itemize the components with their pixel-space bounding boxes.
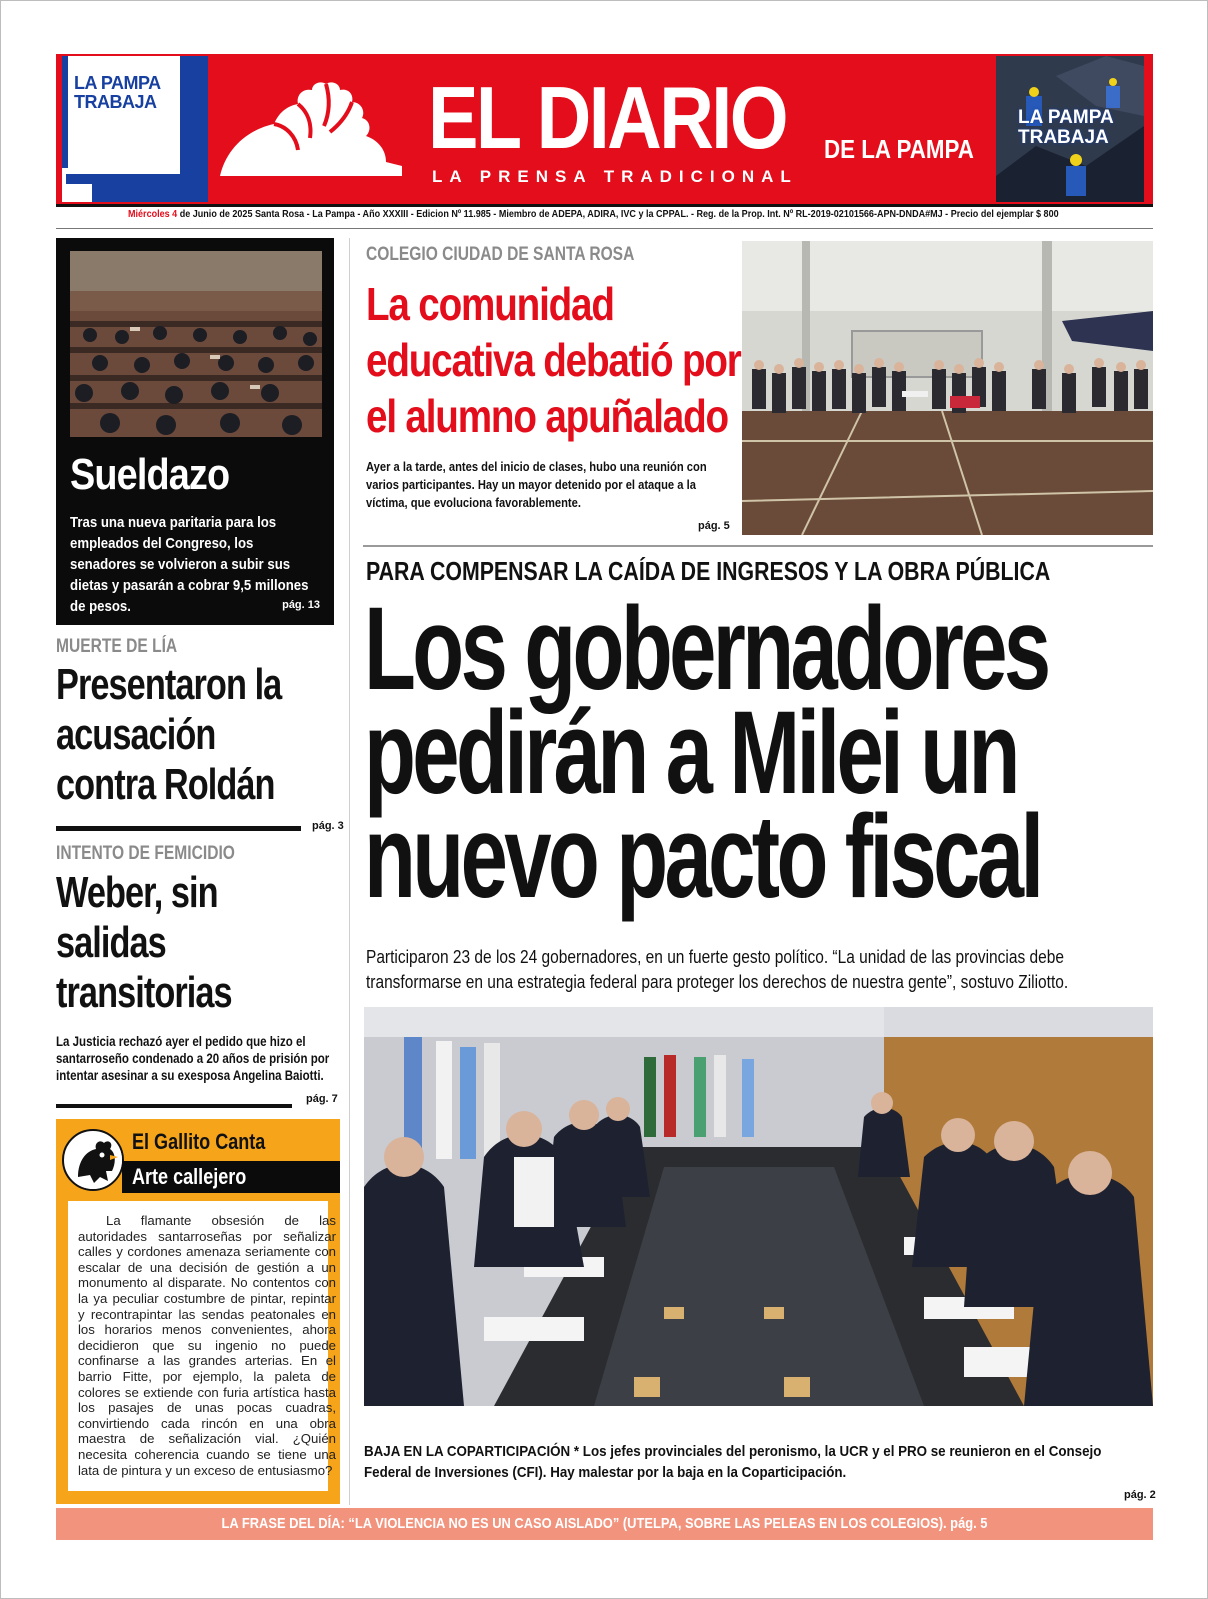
newspaper-title: EL DIARIO xyxy=(428,68,787,167)
sueldazo-page-ref: pág. 13 xyxy=(282,599,320,611)
badge-left-text: LA PAMPA TRABAJA xyxy=(74,73,161,112)
congress-photo-icon xyxy=(70,251,322,437)
la-pampa-trabaja-photo xyxy=(996,56,1144,202)
frase-del-dia-bar xyxy=(56,1508,1153,1540)
colegio-body: Ayer a la tarde, antes del inicio de clases, hubo una reunión con varios participantes. Hay un mayor detenido por el ataque a la víctima, que evoluciona favorablemente. xyxy=(366,459,707,510)
governors-meeting-photo xyxy=(364,1007,1153,1406)
caption-kicker: BAJA EN LA COPARTICIPACIÓN * xyxy=(364,1443,580,1460)
sueldazo-body: Tras una nueva paritaria para los empleados del Congreso, los senadores se volvieron a subir sus dietas y pasarán a cobrar 9,5 millones de pesos. xyxy=(70,514,309,615)
weber-rule xyxy=(56,1104,292,1108)
colegio-kicker: COLEGIO CIUDAD DE SANTA ROSA xyxy=(366,244,635,265)
gallito-text-panel xyxy=(68,1201,336,1491)
info-details: Santa Rosa - La Pampa - Año XXXIII - Edicion Nº 11.985 - Miembro de ADEPA, ADIRA, IVC y la CPPAL. - Reg. de la Prop. Int. Nº RL-2019-02101566-APN-DNDA#MJ - Precio del ejemplar $ 800 xyxy=(252,208,1059,220)
badge-right-text: LA PAMPA TRABAJA xyxy=(1018,107,1114,148)
weber-kicker: INTENTO DE FEMICIDIO xyxy=(56,843,235,864)
gallito-text: La flamante obsesión de las autoridades santarroseñas por señalizar calles y cordones amenaza seriamente con escalar de una decisión de gestión a un monumento al disparate. No contentos con la ya peculiar costumbre de pintar, repintar y recontrapintar las sendas peatonales en los horarios menos convenientes, ahora decidieron que su ingenio no puede confinarse a las grandes arterias. En el barrio Fitte, por ejemplo, la paleta de colores se extiende con furia artística hasta los pasajes de unas pocas cuadras, convirtiendo cada rincón en una obra maestra de señalización vial. ¿Quién necesita coherencia cuando se tiene una lata de pintura y un exceso de entusiasmo? xyxy=(78,1213,336,1478)
main-page-ref: pág. 2 xyxy=(1124,1489,1156,1501)
school-gym-photo xyxy=(742,241,1153,535)
mid-rule xyxy=(363,545,1153,547)
info-date-day: Miércoles 4 xyxy=(128,208,178,220)
lia-kicker: MUERTE DE LÍA xyxy=(56,636,178,657)
main-headline[interactable]: Los gobernadores pedirán a Milei un nuevo pacto fiscal xyxy=(364,583,1048,923)
lia-rule xyxy=(56,826,301,831)
caption-text: Los jefes provinciales del peronismo, la UCR y el PRO se reunieron en el Consejo Federal de Inversiones (CFI). Hay malestar por la baja en la Coparticipación. xyxy=(364,1443,1102,1481)
hornero-logo-icon xyxy=(216,80,406,180)
frase-del-dia-text: LA FRASE DEL DÍA: “LA VIOLENCIA NO ES UN CASO AISLADO” (UTELPA, SOBRE LAS PELEAS EN LOS COLEGIOS). pág. 5 xyxy=(221,1515,988,1532)
masthead xyxy=(56,54,1153,207)
governors-photo-icon xyxy=(364,1007,1153,1406)
newspaper-title-suffix: DE LA PAMPA xyxy=(824,134,974,164)
lia-page-ref: pág. 3 xyxy=(312,820,344,832)
newspaper-tagline: LA PRENSA TRADICIONAL xyxy=(432,167,798,186)
colegio-headline[interactable]: La comunidad educativa debatió por el alumno apuñalado xyxy=(366,278,741,442)
main-lead: Participaron 23 de los 24 gobernadores, en un fuerte gesto político. “La unidad de las provincias debe transformarse en una estrategia federal para proteger los derechos de nuestra gente”, sostuvo Ziliotto. xyxy=(366,947,1069,992)
weber-headline[interactable]: Weber, sin salidas transitorias xyxy=(56,868,232,1017)
weber-page-ref: pág. 7 xyxy=(306,1093,338,1105)
info-bar xyxy=(128,208,1059,220)
photo-caption xyxy=(364,1441,1149,1483)
lia-headline[interactable]: Presentaron la acusación contra Roldán xyxy=(56,660,282,809)
gallito-column-title: Arte callejero xyxy=(132,1164,247,1189)
sueldazo-box[interactable] xyxy=(56,238,334,625)
gallito-title-bar xyxy=(122,1161,340,1193)
top-rule xyxy=(56,228,1153,229)
colegio-page-ref: pág. 5 xyxy=(698,520,730,532)
school-meeting-photo-icon xyxy=(742,241,1153,535)
sueldazo-headline: Sueldazo xyxy=(70,450,230,499)
congress-session-photo xyxy=(70,251,322,437)
column-divider xyxy=(349,238,350,1505)
rooster-icon xyxy=(62,1129,124,1191)
info-date-rest: de Junio de 2025 xyxy=(177,208,253,220)
main-kicker: PARA COMPENSAR LA CAÍDA DE INGRESOS Y LA OBRA PÚBLICA xyxy=(366,556,1051,586)
weber-body: La Justicia rechazó ayer el pedido que hizo el santarroseño condenado a 20 años de prisión por intentar asesinar a su exesposa Angelina Baiotti. xyxy=(56,1034,330,1083)
gallito-canta-box[interactable] xyxy=(56,1119,340,1504)
gallito-section-title: El Gallito Canta xyxy=(132,1129,266,1154)
la-pampa-trabaja-badge xyxy=(62,56,208,202)
